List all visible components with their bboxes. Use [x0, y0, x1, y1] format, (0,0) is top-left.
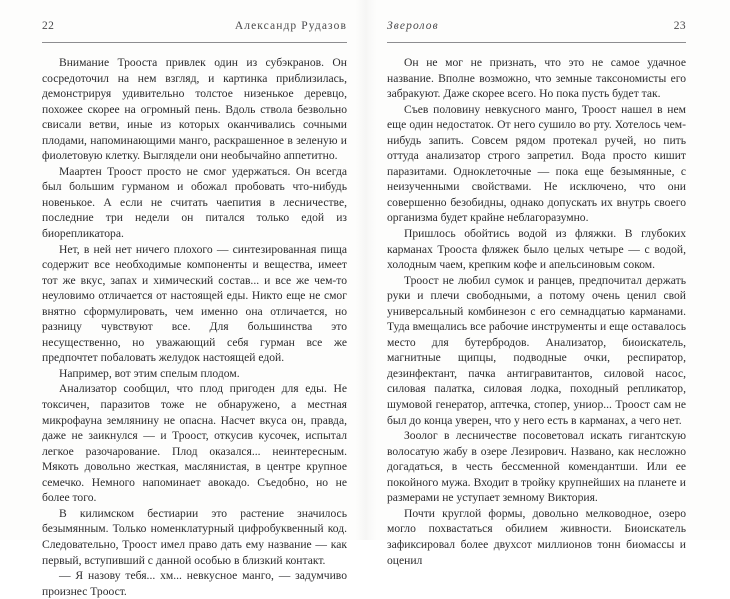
- running-title-book: Зверолов: [387, 20, 439, 32]
- paragraph: Зоолог в лесничестве посоветовал искать гигантскую волосатую жабу в озере Лезирович. Названо, как несложно догадаться, в честь бессменной комендантши. Или ее покойного мужа. Входит в тройку крупнейших на планете и размерами не уступает земному Виктория.: [387, 429, 686, 505]
- page-recto: [365, 0, 730, 567]
- running-head-left: [42, 20, 347, 44]
- paragraph: Троост не любил сумок и ранцев, предпочитал держать руки и плечи свободными, а потому очень ценил свой универсальный комбинезон с его семнадцатью карманами. Туда вмещались все рабочие инструменты и еще оставалось место для бутербродов. Анализатор, биоискатель, магнитные щипцы, подводные очки, респиратор, дезинфектант, пачка антигравитантов, силовой насос, силовая палатка, силовая лодка, походный репликатор, шумовой генератор, аптечка, стопер, униор... Троост сам не был до конца уверен, что у него есть в карманах, а чего нет.: [387, 273, 686, 427]
- page-number-left: 22: [42, 20, 55, 32]
- body-text-right: [387, 55, 686, 568]
- paragraph: Внимание Трооста привлек один из субэкранов. Он сосредоточил на нем взгляд, и картинка приблизилась, демонстрируя удивительно толстое низенькое деревцо, похожее скорее на огромный пень. Вдоль ствола безвольно свисали ветви, иные из которых оканчивались сочными плодами, напоминающими манго, раскрашенное в зеленую и фиолетовую клетку. Выглядели они необычайно аппетитно.: [42, 56, 347, 163]
- paragraph: Он не мог не признать, что это не самое удачное название. Вполне возможно, что земные таксономисты его забракуют. Даже скорее всего. Но пока пусть будет так.: [387, 56, 686, 101]
- paragraph: В килимском бестиарии это растение значилось безымянным. Только номенклатурный цифробуквенный код. Следовательно, Троост имел право дать ему название — как первый, вступивший с данной особью в близкий контакт.: [42, 506, 347, 567]
- paragraph-dialogue: — Я назову тебя... хм... невкусное манго, — задумчиво произнес Троост.: [42, 569, 347, 598]
- running-head-right: [387, 20, 686, 44]
- head-rule-right: [387, 42, 686, 43]
- paragraph: Съев половину невкусного манго, Троост нашел в нем еще один недостаток. От него сушило во рту. Хотелось чем-нибудь запить. Совсем рядом протекал ручей, но пить оттуда анализатор строго запретил. Вода просто кишит паразитами. Одноклеточные — пока еще безымянные, с неизученными свойствами. Не исключено, что они совершенно безобидны, однако допускать их внутрь своего организма будет крайне неблагоразумно.: [387, 102, 686, 225]
- page-number-right: 23: [673, 20, 686, 32]
- paragraph: Пришлось обойтись водой из фляжки. В глубоких карманах Трооста фляжек было целых четыре — с водой, холодным чаем, крепким кофе и апельсиновым соком.: [387, 227, 686, 272]
- paragraph: Почти круглой формы, довольно мелководное, озеро могло похвастаться обилием живности. Биоискатель зафиксировал более двухсот миллионов тонн биомассы и оценил: [387, 506, 686, 567]
- body-text-left: [42, 55, 347, 599]
- paragraph: Маартен Троост просто не смог удержаться. Он всегда был большим гурманом и обожал пробовать что-нибудь новенькое. А если не считать чаепития в лесничестве, последние три недели он питался только едой из биорепликатора.: [42, 164, 347, 241]
- running-title-author: Александр Рудазов: [234, 20, 347, 32]
- paragraph: Анализатор сообщил, что плод пригоден для еды. Не токсичен, паразитов тоже не обнаружено, а местная микрофауна землянину не опасна. Насчет вкуса он, правда, даже не заикнулся — и Троост, откусив кусочек, испытал легкое разочарование. Плод оказался... неинтересным. Мякоть довольно жесткая, маслянистая, в центре крупное семечко. Немного напоминает авокадо. Съедобно, но не более того.: [42, 382, 347, 505]
- head-rule-left: [42, 42, 347, 43]
- paragraph: Нет, в ней нет ничего плохого — синтезированная пища содержит все необходимые компоненты и вещества, имеет тот же вкус, запах и химический состав... и все же чем-то неуловимо отличается от настоящей еды. Никто еще не смог внятно сформулировать, чем именно она отличается, но разницу чувствуют все. Для большинства это несущественно, но уважающий себя гурман все же предпочтет побаловать желудок настоящей едой.: [42, 242, 347, 365]
- page-verso: [0, 0, 365, 598]
- paragraph: Например, вот этим спелым плодом.: [59, 366, 240, 380]
